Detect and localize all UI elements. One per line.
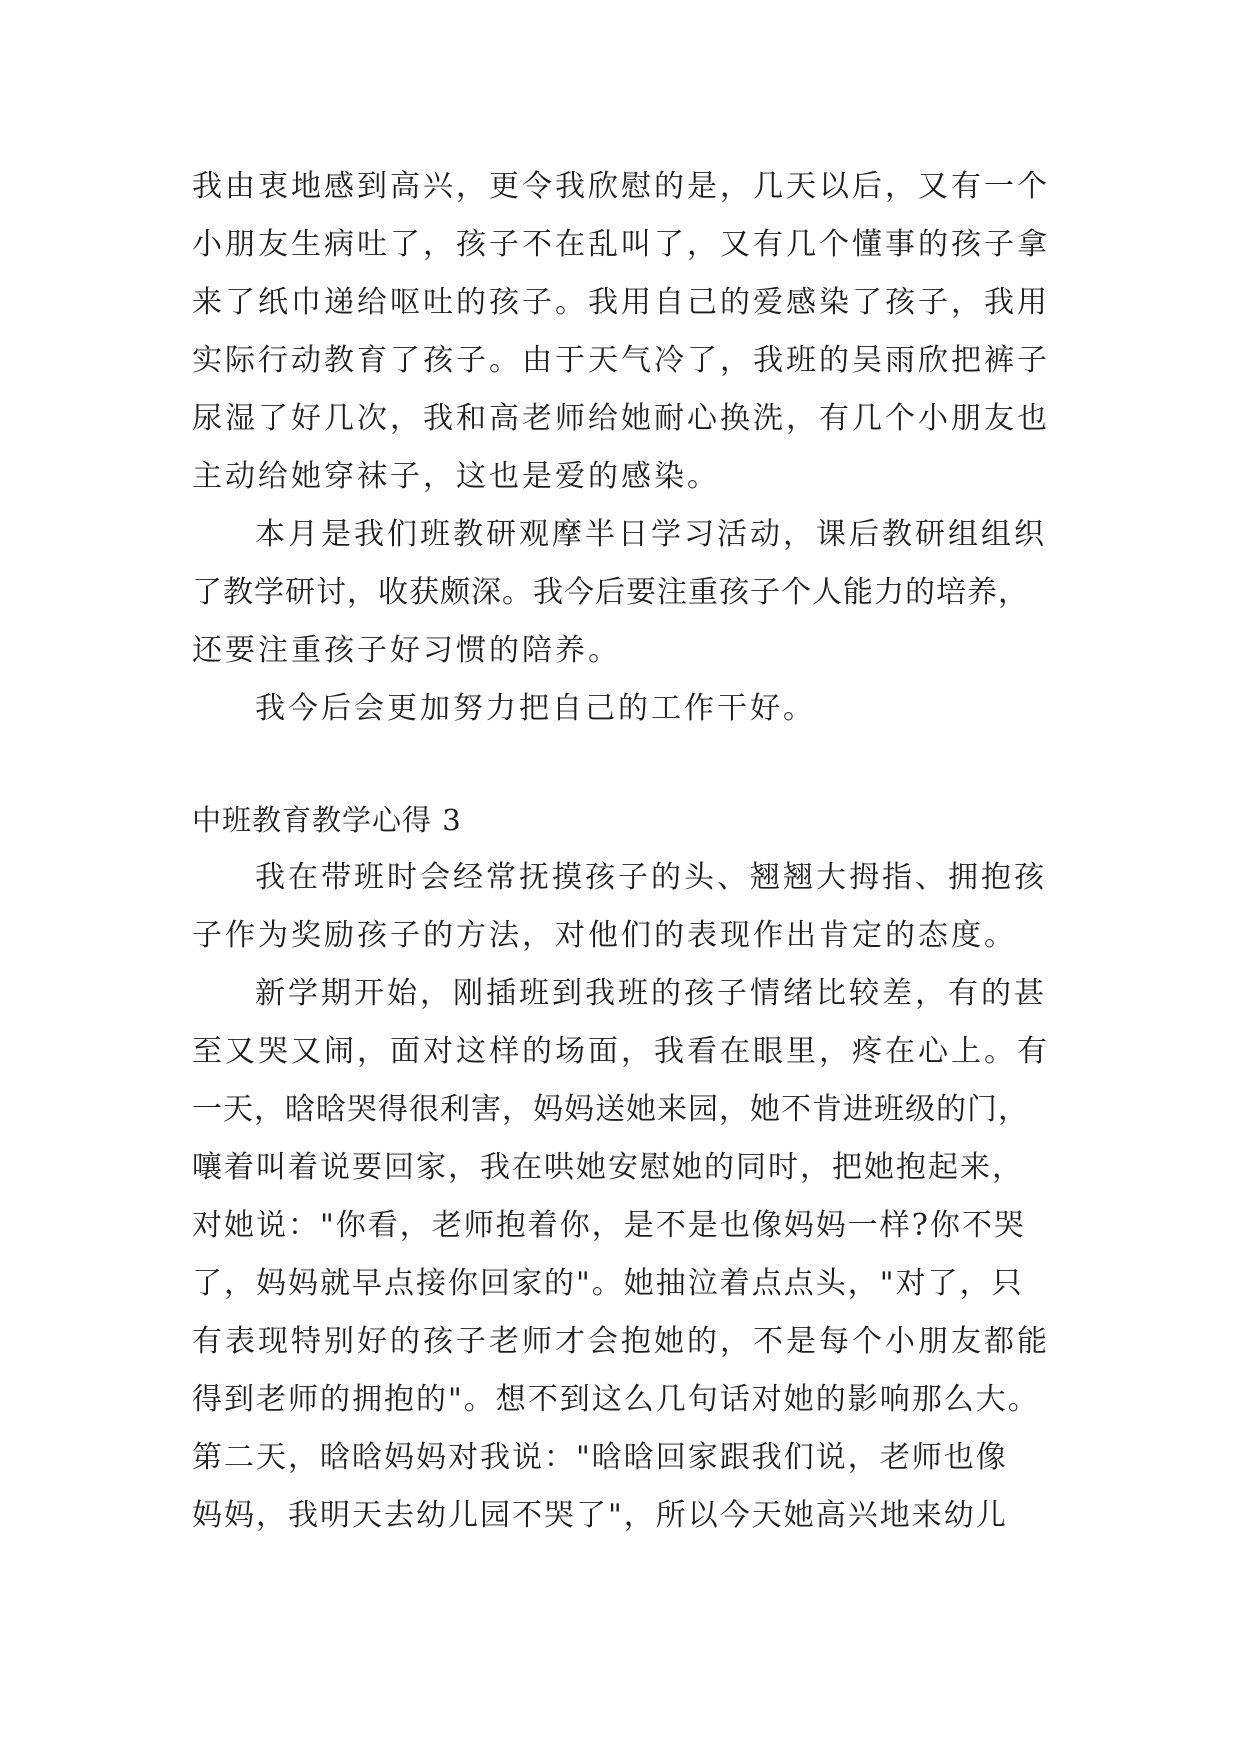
- paragraph-line: 我今后会更加努力把自己的工作干好。: [255, 691, 816, 726]
- paragraph-line: 小朋友生病吐了，孩子不在乱叫了，又有几个懂事的孩子拿: [192, 227, 1050, 262]
- paragraph-line: 得到老师的拥抱的"。想不到这么几句话对她的影响那么大。: [192, 1382, 1040, 1417]
- paragraph-line: 实际行动教育了孩子。由于天气冷了，我班的吴雨欣把裤子: [192, 343, 1050, 378]
- paragraph-line: 来了纸巾递给呕吐的孩子。我用自己的爱感染了孩子，我用: [192, 285, 1050, 320]
- section-heading: 中班教育教学心得 3: [192, 803, 462, 837]
- paragraph-line: 一天，晗晗哭得很利害，妈妈送她来园，她不肯进班级的门，: [192, 1092, 1029, 1127]
- paragraph-line: 新学期开始，刚插班到我班的孩子情绪比较差，有的甚: [255, 976, 1047, 1011]
- paragraph-line: 至又哭又闹，面对这样的场面，我看在眼里，疼在心上。有: [192, 1034, 1050, 1069]
- paragraph-line: 还要注重孩子好习惯的陪养。: [192, 633, 621, 668]
- paragraph-line: 主动给她穿袜子，这也是爱的感染。: [192, 459, 720, 494]
- paragraph-line: 第二天，晗晗妈妈对我说："晗晗回家跟我们说，老师也像: [192, 1440, 1008, 1475]
- paragraph-line: 对她说："你看，老师抱着你，是不是也像妈妈一样?你不哭: [192, 1208, 1026, 1243]
- paragraph-line: 我在带班时会经常抚摸孩子的头、翘翘大拇指、拥抱孩: [255, 860, 1047, 895]
- paragraph-line: 本月是我们班教研观摩半日学习活动，课后教研组组织: [255, 517, 1047, 552]
- paragraph-line: 了，妈妈就早点接你回家的"。她抽泣着点点头，"对了，只: [192, 1266, 1024, 1301]
- paragraph-line: 有表现特别好的孩子老师才会抱她的，不是每个小朋友都能: [192, 1324, 1050, 1359]
- paragraph-line: 妈妈，我明天去幼儿园不哭了"，所以今天她高兴地来幼儿: [192, 1498, 1008, 1533]
- paragraph-line: 我由衷地感到高兴，更令我欣慰的是，几天以后，又有一个: [192, 169, 1050, 204]
- paragraph-line: 尿湿了好几次，我和高老师给她耐心换洗，有几个小朋友也: [192, 401, 1050, 436]
- paragraph-line: 嚷着叫着说要回家，我在哄她安慰她的同时，把她抱起来，: [192, 1150, 1024, 1185]
- paragraph-line: 了教学研讨，收获颇深。我今后要注重孩子个人能力的培养，: [192, 575, 1029, 610]
- paragraph-line: 子作为奖励孩子的方法，对他们的表现作出肯定的态度。: [192, 918, 1017, 953]
